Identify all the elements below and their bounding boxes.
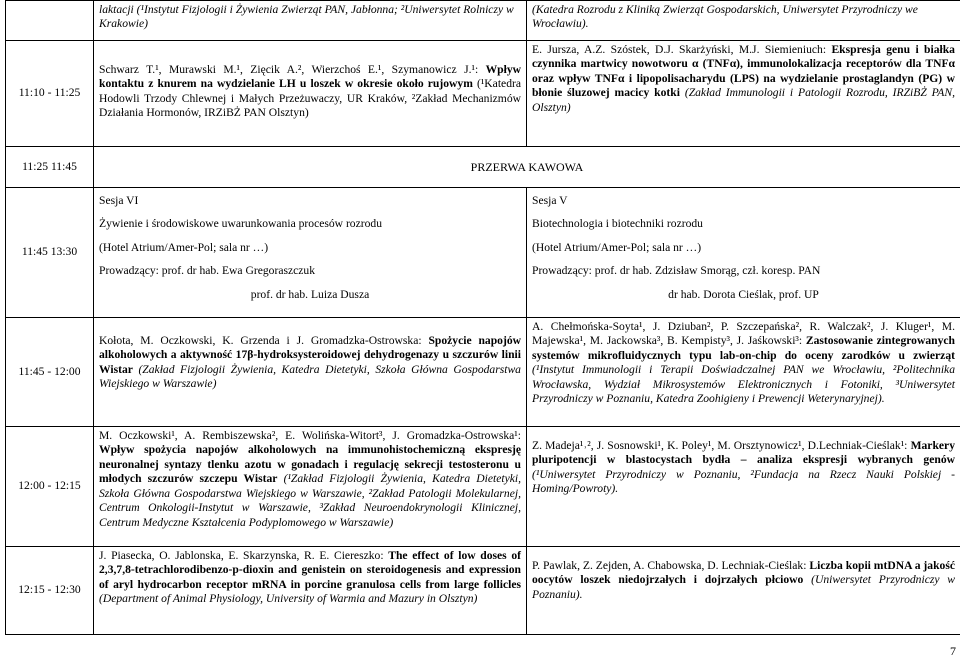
table-row — [6, 147, 960, 188]
abstract-cell — [527, 318, 960, 427]
session-chair: Prowadzący: prof. dr hab. Zdzisław Smorąg, czł. koresp. PAN — [532, 264, 821, 278]
session-number: Sesja V — [532, 194, 568, 207]
affiliation: (Zakład Fizjologii Żywienia, Katedra Dietetyki, Szkoła Główna Gospodarstwa Wiejskiego w Warszawie) — [99, 362, 521, 391]
talk-title: Spożycie napojów alkoholowych a aktywność 17β-hydroksysteroidowej dehydrogenazy u szczurów linii Wistar — [99, 334, 521, 376]
authors: E. Jursza, A.Z. Szóstek, D.J. Skarżyński, M.J. Siemieniuch: — [532, 43, 827, 56]
affiliation: (Department of Animal Physiology, University of Warmia and Mazury in Olsztyn) — [99, 592, 478, 606]
affiliation: (Uniwersytet Przyrodniczy w Poznaniu). — [532, 573, 955, 601]
authors: Schwarz T.¹, Murawski M.¹, Zięcik A.², Wierzchoś E.¹, Szymanowicz J.¹: — [99, 63, 479, 76]
authors: M. Oczkowski¹, A. Rembiszewska², E. Wolińska-Witort³, J. Gromadzka-Ostrowska¹: — [99, 429, 521, 442]
time-cell: 12:00 - 12:15 — [6, 427, 94, 547]
session-topic: Żywienie i środowiskowe uwarunkowania procesów rozrodu — [99, 217, 383, 231]
abstract-cell — [94, 427, 527, 547]
abstract-cell — [94, 318, 527, 427]
session-cochair: prof. dr hab. Luiza Dusza — [250, 287, 370, 301]
table-row — [6, 41, 960, 147]
talk-title: Wpływ spożycia napojów alkoholowych na immunohistochemiczną ekspresję neuronalnej syntazy tlenku azotu w gonadach i regulację sekrecji testosteronu u młodych szczurów szczepu Wistar — [99, 443, 521, 486]
session-venue: (Hotel Atrium/Amer-Pol; sala nr …) — [99, 240, 269, 254]
affiliation: (¹Instytut Immunologii i Terapii Doświadczalnej PAN we Wrocławiu, ²Politechnika Wrocławska, Wydział Mikrosystemów Elektronicznych i Fotoniki, ³Uniwersytet Przyrodniczy w Poznaniu, Katedra Zoohigieny i Prewencji Weterynaryjnej). — [532, 363, 955, 406]
time-cell — [6, 1, 94, 41]
session-topic: Biotechnologia i biotechniki rozrodu — [532, 217, 703, 231]
table-row — [6, 188, 960, 318]
authors: J. Piasecka, O. Jablonska, E. Skarzynska, R. E. Ciereszko: — [99, 549, 384, 562]
abstract-cell — [527, 1, 960, 41]
program-table — [5, 0, 960, 635]
affiliation: (¹Uniwersytet Przyrodniczy w Poznaniu, ²Fundacja na Rzecz Nauki Polskiej -Homing/Powroty). — [532, 467, 955, 496]
time-cell: 12:15 - 12:30 — [6, 547, 94, 635]
affiliation: (¹Zakład Fizjologii Żywienia, Katedra Dietetyki, Szkoła Główna Gospodarstwa Wiejskiego w Warszawie, ²Zakład Patologii Molekularnej, Centrum Onkologii-Instytut w Warszawie, ³Zakład Neuroendokrynologii Klinicznej, Centrum Medyczne Kształcenia Podyplomowego w Warszawie) — [99, 472, 522, 529]
authors: P. Pawlak, Z. Zejden, A. Chabowska, D. Lechniak-Cieślak: — [532, 559, 807, 572]
talk-title: Liczba kopii mtDNA a jakość oocytów loszek niedojrzałych i dojrzałych płciowo — [532, 559, 955, 587]
abstract-cell — [94, 1, 527, 41]
time-cell: 11:10 - 11:25 — [6, 41, 94, 147]
page-number: 7 — [950, 644, 956, 658]
session-chair: Prowadzący: prof. dr hab. Ewa Gregoraszczuk — [99, 264, 316, 278]
time-cell: 11:25 11:45 — [6, 147, 94, 188]
affiliation: (¹Katedra Hodowli Trzody Chlewnej i Małych Przeżuwaczy, UR Kraków, ²Zakład Mechanizmów Działania Hormonów, IRZiBŻ PAN Olsztyn) — [99, 77, 521, 120]
session-number: Sesja VI — [99, 194, 139, 207]
authors: A. Chełmońska-Soyta¹, J. Dziuban², P. Szczepańska², R. Walczak², J. Kluger¹, M. Majewska¹, M. Jackowska³, B. Kempisty³, J. Jaśkowski³: — [532, 320, 955, 348]
talk-title: The effect of low doses of 2,3,7,8-tetrachlorodibenzo-p-dioxin and genistein on steroidogenesis and expression of aryl hydrocarbon receptor mRNA in porcine granulosa cells from large follicles — [99, 549, 521, 591]
session-venue: (Hotel Atrium/Amer-Pol; sala nr …) — [532, 240, 702, 254]
abstract-cell — [94, 41, 527, 147]
abstract-cell — [527, 547, 960, 635]
affiliation: laktacji (¹Instytut Fizjologii i Żywienia Zwierząt PAN, Jabłonna; ²Uniwersytet Rolniczy w Krakowie) — [99, 3, 514, 31]
coffee-break-label: PRZERWA KAWOWA — [94, 147, 960, 188]
session-cell — [94, 188, 527, 318]
talk-title: Ekspresja genu i białka czynnika martwicy nowotworu α (TNFα), immunolokalizacja receptorów dla TNFα oraz wpływ TNFα i lipopolisacharydu (LPS) na wydzielanie prostaglandyn (PG) w błonie śluzowej macicy kotki — [532, 43, 955, 100]
table-row — [6, 318, 960, 427]
affiliation: (Katedra Rozrodu z Kliniką Zwierząt Gospodarskich, Uniwersytet Przyrodniczy we Wrocławiu). — [532, 3, 918, 31]
table-row — [6, 547, 960, 635]
authors: Kołota, M. Oczkowski, K. Grzenda i J. Gromadzka-Ostrowska: — [99, 334, 422, 347]
talk-title: Wpływ kontaktu z knurem na wydzielanie LH u loszek w okresie około rujowym — [99, 63, 521, 91]
session-cell — [527, 188, 960, 318]
abstract-cell — [94, 547, 527, 635]
abstract-cell — [527, 41, 960, 147]
table-row — [6, 1, 960, 41]
talk-title: Markery pluripotencji w blastocystach bydła – analiza ekspresji wybranych genów — [532, 439, 955, 467]
affiliation: (Zakład Immunologii i Patologii Rozrodu, IRZiBŻ PAN, Olsztyn) — [532, 86, 955, 114]
abstract-cell — [527, 427, 960, 547]
authors: Z. Madeja¹˒², J. Sosnowski¹, K. Poley¹, M. Orsztynowicz¹, D.Lechniak-Cieślak¹: — [532, 439, 908, 452]
session-cochair: dr hab. Dorota Cieślak, prof. UP — [668, 287, 819, 301]
talk-title: Zastosowanie zintegrowanych systemów mikrofluidycznych typu lab-on-chip do oceny zarodków u zwierząt — [532, 334, 955, 362]
time-cell: 11:45 - 12:00 — [6, 318, 94, 427]
table-row — [6, 427, 960, 547]
time-cell: 11:45 13:30 — [6, 188, 94, 318]
